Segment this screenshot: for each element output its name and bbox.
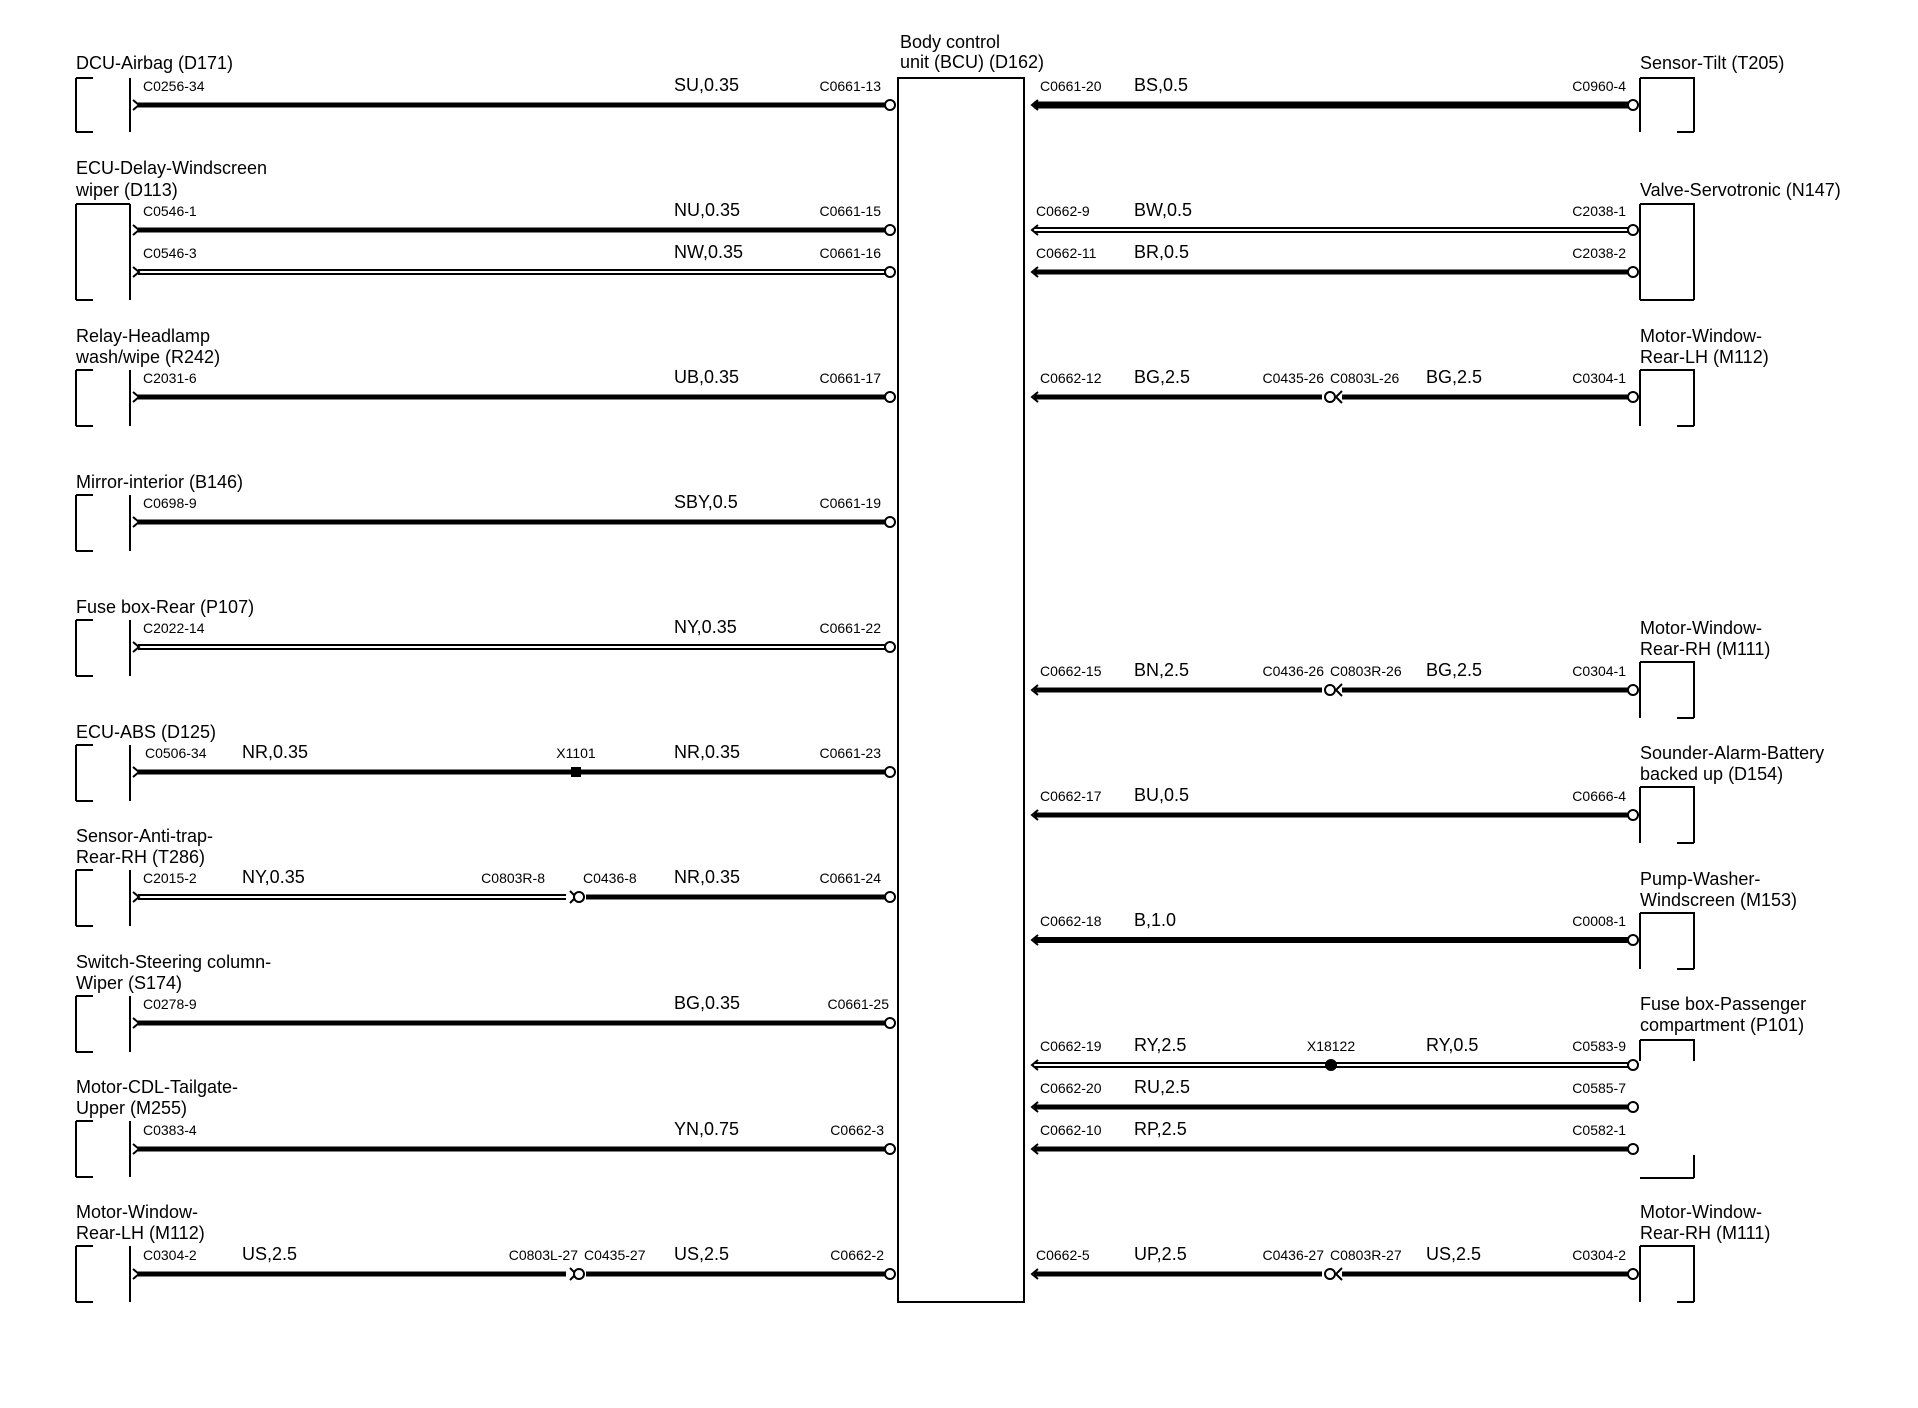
bcu-connector-label: C0661-16 — [819, 245, 881, 261]
pin-terminal-icon — [1628, 1060, 1638, 1070]
bcu-connector-label: C0661-13 — [819, 78, 881, 94]
pin-terminal-icon — [1628, 1144, 1638, 1154]
component-name: Rear-LH (M112) — [1640, 347, 1769, 367]
connector-box — [76, 204, 130, 300]
inline-connector-icon — [1325, 1269, 1335, 1279]
pin-terminal-icon — [1628, 810, 1638, 820]
bcu-title-line1: Body control — [900, 32, 1001, 52]
wire — [133, 492, 895, 527]
left-component-abs-ecu — [76, 722, 895, 801]
bcu-connector-label: C0662-15 — [1040, 663, 1102, 679]
component-name: Relay-Headlamp — [76, 326, 211, 346]
left-component-rear-fuse-box — [76, 597, 895, 676]
wire-color-label: BG,2.5 — [1426, 660, 1483, 680]
component-name: Motor-Window- — [1640, 326, 1763, 346]
wire — [1032, 1077, 1638, 1112]
bcu-connector-label: C0662-9 — [1036, 203, 1090, 219]
bcu-connector-label: C0662-19 — [1040, 1038, 1102, 1054]
inline-connector-label: C0436-8 — [583, 870, 637, 886]
pin-terminal-icon — [133, 1269, 139, 1279]
wire — [1032, 1119, 1638, 1154]
right-component-battery-backed-sounder — [1032, 743, 1824, 843]
pin-terminal-icon — [885, 767, 895, 777]
pin-terminal-icon — [1628, 1102, 1638, 1112]
component-connector-label: C0304-1 — [1572, 370, 1626, 386]
pin-terminal-icon — [885, 225, 895, 235]
pin-terminal-icon — [133, 892, 139, 902]
connector-box — [1640, 913, 1694, 969]
pin-terminal-icon — [885, 642, 895, 652]
inline-connector-icon — [574, 1269, 584, 1279]
wire-color-label: BG,0.35 — [674, 993, 741, 1013]
bcu-connector-label: C0662-3 — [830, 1122, 884, 1138]
pin-terminal-icon — [885, 517, 895, 527]
wire-color-label: RY,2.5 — [1134, 1035, 1187, 1055]
connector-box — [1640, 1246, 1694, 1302]
wire — [1032, 785, 1638, 820]
wire — [133, 617, 895, 652]
connector-box — [76, 1246, 130, 1302]
component-name: Sensor-Anti-trap- — [76, 826, 214, 846]
left-component-wiper-delay-ecu — [75, 158, 895, 300]
splice-label: X1101 — [556, 745, 596, 761]
inline-connector-label: C0803R-26 — [1330, 663, 1402, 679]
connector-box — [76, 620, 130, 676]
component-name: Wiper (S174) — [76, 973, 183, 993]
wire — [1032, 367, 1638, 403]
connector-box — [1640, 370, 1694, 426]
component-connector-label: C0698-9 — [143, 495, 197, 511]
inline-connector-label: C0436-27 — [1262, 1247, 1324, 1263]
bcu-connector-label: C0661-25 — [827, 996, 889, 1012]
wire — [1032, 660, 1638, 696]
component-connector-label: C0583-9 — [1572, 1038, 1626, 1054]
wire-color-label: US,2.5 — [674, 1244, 730, 1264]
component-name: Mirror-interior (B146) — [76, 472, 244, 492]
inline-connector-label: C0803L-27 — [508, 1247, 578, 1263]
wire-color-label: UB,0.35 — [674, 367, 740, 387]
right-component-passenger-fuse-box — [1032, 994, 1806, 1178]
connector-box — [1640, 787, 1694, 843]
component-name: Motor-CDL-Tailgate- — [76, 1077, 239, 1097]
wire-color-label: BR,0.5 — [1134, 242, 1190, 262]
pin-terminal-icon — [1628, 267, 1638, 277]
wire-color-label: NR,0.35 — [674, 867, 741, 887]
bcu-title-line2: unit (BCU) (D162) — [900, 52, 1045, 72]
right-component-tilt-sensor — [1032, 53, 1784, 132]
connector-box — [76, 495, 130, 551]
component-name: Rear-RH (M111) — [1640, 639, 1771, 659]
component-connector-label: C0506-34 — [145, 745, 207, 761]
pin-terminal-icon — [1628, 392, 1638, 402]
component-connector-label: C0008-1 — [1572, 913, 1626, 929]
wire — [133, 75, 895, 110]
wire-color-label: RP,2.5 — [1134, 1119, 1187, 1139]
wire — [1032, 75, 1638, 110]
wire — [133, 867, 895, 903]
wire — [133, 242, 895, 277]
wire — [1032, 242, 1638, 277]
wire — [133, 1119, 895, 1154]
wire-color-label: B,1.0 — [1134, 910, 1177, 930]
component-name: Sensor-Tilt (T205) — [1640, 53, 1785, 73]
component-name: Rear-RH (M111) — [1640, 1223, 1771, 1243]
component-name: Rear-LH (M112) — [76, 1223, 205, 1243]
wire-color-label: BG,2.5 — [1134, 367, 1191, 387]
connector-box — [76, 870, 130, 926]
component-connector-label: C0278-9 — [143, 996, 197, 1012]
bcu-connector-label: C0661-22 — [819, 620, 881, 636]
left-component-anti-trap-sensor — [76, 826, 895, 926]
pin-terminal-icon — [133, 267, 139, 277]
connector-box — [76, 370, 130, 426]
bcu-connector-label: C0662-2 — [830, 1247, 884, 1263]
wire-color-label: NR,0.35 — [674, 742, 741, 762]
component-name: Fuse box-Passenger — [1640, 994, 1807, 1014]
component-connector-label: C0546-1 — [143, 203, 197, 219]
component-name: Motor-Window- — [1640, 618, 1763, 638]
connector-box — [1640, 204, 1694, 300]
pin-terminal-icon — [885, 392, 895, 402]
wire-color-label: YN,0.75 — [674, 1119, 740, 1139]
component-name: wash/wipe (R242) — [76, 347, 221, 367]
wire-color-label: NU,0.35 — [674, 200, 741, 220]
pin-terminal-icon — [1628, 100, 1638, 110]
wire-color-label: BG,2.5 — [1426, 367, 1483, 387]
component-connector-label: C2015-2 — [143, 870, 197, 886]
bcu-box — [898, 78, 1024, 1302]
wire-color-label: BW,0.5 — [1134, 200, 1193, 220]
wire — [1032, 200, 1638, 235]
inline-connector-label: C0435-26 — [1262, 370, 1324, 386]
pin-terminal-icon — [133, 392, 139, 402]
right-component-rear-lh-window-motor — [1032, 326, 1769, 426]
component-name: Motor-Window- — [1640, 1202, 1763, 1222]
component-connector-label: C0304-2 — [1572, 1247, 1626, 1263]
connector-box — [1640, 78, 1694, 132]
component-connector-label: C0546-3 — [143, 245, 197, 261]
wire — [133, 367, 895, 402]
component-name: Motor-Window- — [76, 1202, 199, 1222]
component-connector-label: C0585-7 — [1572, 1080, 1626, 1096]
wire-color-label: UP,2.5 — [1134, 1244, 1187, 1264]
inline-connector-icon — [1336, 391, 1342, 403]
wire-color-label: BS,0.5 — [1134, 75, 1189, 95]
inline-connector-icon — [574, 892, 584, 902]
component-name: Windscreen (M153) — [1640, 890, 1798, 910]
bcu-connector-label: C0662-11 — [1036, 245, 1097, 261]
pin-terminal-icon — [885, 100, 895, 110]
wire-color-label: BN,2.5 — [1134, 660, 1190, 680]
inline-connector-icon — [1325, 685, 1335, 695]
left-component-rear-lh-window-motor — [76, 1202, 895, 1302]
splice-point — [571, 767, 581, 777]
wire-color-label: RY,0.5 — [1426, 1035, 1479, 1055]
right-component-windscreen-washer-pump — [1032, 869, 1797, 969]
bcu-connector-label: C0662-10 — [1040, 1122, 1102, 1138]
left-component-tailgate-cdl-motor — [76, 1077, 895, 1177]
component-connector-label: C0304-1 — [1572, 663, 1626, 679]
inline-connector-icon — [1325, 392, 1335, 402]
pin-terminal-icon — [1628, 685, 1638, 695]
bcu-connector-label: C0661-23 — [819, 745, 881, 761]
wire-color-label: RU,2.5 — [1134, 1077, 1191, 1097]
pin-terminal-icon — [885, 1018, 895, 1028]
bcu-connector-label: C0662-20 — [1040, 1080, 1102, 1096]
bcu-connector-label: C0661-24 — [819, 870, 881, 886]
inline-connector-label: C0803R-27 — [1330, 1247, 1402, 1263]
bcu-connector-label: C0662-17 — [1040, 788, 1102, 804]
component-name: backed up (D154) — [1640, 764, 1784, 784]
bcu-connector-label: C0662-18 — [1040, 913, 1102, 929]
wire-color-label: BU,0.5 — [1134, 785, 1190, 805]
component-name: ECU-ABS (D125) — [76, 722, 217, 742]
inline-connector-label: C0435-27 — [584, 1247, 646, 1263]
bcu-module — [898, 32, 1044, 1302]
wire — [133, 742, 895, 777]
connector-box — [1640, 662, 1694, 718]
component-name: ECU-Delay-Windscreen — [76, 158, 268, 178]
component-name: Upper (M255) — [76, 1098, 188, 1118]
component-connector-label: C0383-4 — [143, 1122, 197, 1138]
connector-box — [1640, 1040, 1694, 1178]
component-connector-label: C2038-1 — [1572, 203, 1626, 219]
wire-color-label: NR,0.35 — [242, 742, 309, 762]
inline-connector-icon — [1336, 1268, 1342, 1280]
pin-terminal-icon — [133, 517, 139, 527]
component-connector-label: C0666-4 — [1572, 788, 1626, 804]
bcu-connector-label: C0661-20 — [1040, 78, 1102, 94]
pin-terminal-icon — [1628, 225, 1638, 235]
connector-box — [76, 1121, 130, 1177]
inline-connector-label: C0803L-26 — [1330, 370, 1400, 386]
component-connector-label: C2038-2 — [1572, 245, 1626, 261]
wire — [1032, 1035, 1638, 1071]
wire-color-label: SBY,0.5 — [674, 492, 738, 512]
pin-terminal-icon — [885, 892, 895, 902]
component-name: Fuse box-Rear (P107) — [76, 597, 255, 617]
component-connector-label: C0256-34 — [143, 78, 205, 94]
pin-terminal-icon — [133, 100, 139, 110]
bcu-connector-label: C0662-12 — [1040, 370, 1102, 386]
pin-terminal-icon — [133, 225, 139, 235]
component-name: Pump-Washer- — [1640, 869, 1761, 889]
left-component-headlamp-relay — [75, 326, 895, 426]
component-name: Sounder-Alarm-Battery — [1640, 743, 1825, 763]
component-connector-label: C2022-14 — [143, 620, 205, 636]
connector-box — [76, 78, 130, 132]
bcu-connector-label: C0661-15 — [819, 203, 881, 219]
inline-connector-icon — [1336, 684, 1342, 696]
inline-connector-label: C0803R-8 — [481, 870, 545, 886]
left-component-steering-wiper-switch — [76, 952, 895, 1052]
pin-terminal-icon — [133, 1144, 139, 1154]
bcu-connector-label: C0661-17 — [819, 370, 881, 386]
right-component-servotronic-valve — [1032, 180, 1841, 300]
pin-terminal-icon — [133, 1018, 139, 1028]
component-name: Rear-RH (T286) — [76, 847, 206, 867]
component-connector-label: C0304-2 — [143, 1247, 197, 1263]
splice-label: X18122 — [1306, 1038, 1356, 1054]
pin-terminal-icon — [885, 267, 895, 277]
left-component-interior-mirror — [76, 472, 895, 551]
wire — [133, 993, 895, 1028]
wire — [133, 200, 895, 235]
component-name: compartment (P101) — [1640, 1015, 1805, 1035]
component-connector-label: C2031-6 — [143, 370, 197, 386]
right-component-rear-rh-window-motor-2 — [1032, 1202, 1770, 1302]
component-name: DCU-Airbag (D171) — [76, 53, 234, 73]
wire — [1032, 910, 1638, 945]
bcu-connector-label: C0661-19 — [819, 495, 881, 511]
component-name: Valve-Servotronic (N147) — [1640, 180, 1841, 200]
pin-terminal-icon — [133, 767, 139, 777]
pin-terminal-icon — [1628, 1269, 1638, 1279]
connector-box — [76, 745, 130, 801]
pin-terminal-icon — [885, 1144, 895, 1154]
pin-terminal-icon — [885, 1269, 895, 1279]
component-name: Switch-Steering column- — [76, 952, 272, 972]
wire-color-label: SU,0.35 — [674, 75, 740, 95]
wire-color-label: NY,0.35 — [242, 867, 305, 887]
component-connector-label: C0582-1 — [1572, 1122, 1626, 1138]
wire — [133, 1244, 895, 1280]
right-component-rear-rh-window-motor — [1032, 618, 1770, 718]
component-connector-label: C0960-4 — [1572, 78, 1626, 94]
wire-color-label: NY,0.35 — [674, 617, 737, 637]
left-component-airbag-dcu — [76, 53, 895, 132]
pin-terminal-icon — [133, 642, 139, 652]
wire — [1032, 1244, 1638, 1280]
connector-box — [76, 996, 130, 1052]
inline-connector-label: C0436-26 — [1262, 663, 1324, 679]
wire-color-label: US,2.5 — [1426, 1244, 1482, 1264]
wire-color-label: NW,0.35 — [674, 242, 744, 262]
splice-point — [1325, 1059, 1337, 1071]
bcu-connector-label: C0662-5 — [1036, 1247, 1090, 1263]
wire-color-label: US,2.5 — [242, 1244, 298, 1264]
component-name: wiper (D113) — [76, 180, 178, 200]
pin-terminal-icon — [1628, 935, 1638, 945]
